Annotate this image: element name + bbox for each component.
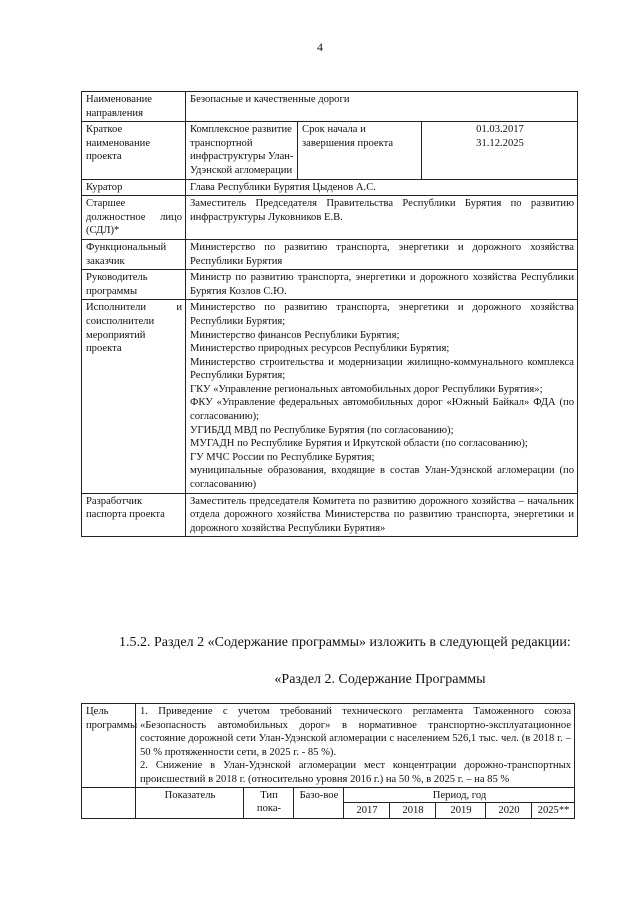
col-period: Период, год xyxy=(344,787,575,803)
table-row xyxy=(82,179,578,196)
table-row xyxy=(82,704,575,788)
head-value: Министр по развитию транспорта, энергетики и дорожного хозяйства Республики Бурятия Козлов С.Ю. xyxy=(186,270,578,300)
executors-label: Исполнители и соисполнители мероприятий проекта xyxy=(82,300,186,493)
sdl-value: Заместитель Председателя Правительства Республики Бурятия по развитию инфраструктуры Луковников Е.В. xyxy=(186,196,578,240)
table-row xyxy=(82,493,578,537)
list-item: ФКУ «Управление федеральных автомобильных дорог «Южный Байкал» ФДА (по согласованию); xyxy=(190,397,575,423)
customer-label: Функциональный заказчик xyxy=(82,239,186,269)
project-passport-table xyxy=(81,91,578,537)
executors-list xyxy=(186,300,578,493)
list-item: МУГАДН по Республике Бурятия и Иркутской области (по согласованию); xyxy=(190,438,528,450)
developer-label: Разработчик паспорта проекта xyxy=(82,493,186,537)
list-item: Министерство строительства и модернизации жилищно-коммунального комплекса Республики Бурятия; xyxy=(190,356,575,382)
curator-value: Глава Республики Бурятия Цыденов А.С. xyxy=(186,179,578,196)
goal-1: 1. Приведение с учетом требований технического регламента Таможенного союза «Безопасность автомобильных дорог» в нормативное транспортно-эксплуатационное состояние дорожной сети Улан-Удэнской агломерации с населением 526,1 тыс. чел. (в 2018 г. – 50 % протяженности сети, в 2025 г. - 85 %). xyxy=(140,706,572,758)
short-name-label: Краткое наименование проекта xyxy=(82,122,186,179)
list-item: муниципальные образования, входящие в состав Улан-Удэнской агломерации (по согласованию) xyxy=(190,465,575,491)
year-cell: 2025** xyxy=(532,803,575,819)
term-dates xyxy=(422,122,578,179)
year-cell: 2018 xyxy=(390,803,436,819)
head-label: Руководитель программы xyxy=(82,270,186,300)
term-label: Срок начала и завершения проекта xyxy=(298,122,422,179)
list-item: Министерство природных ресурсов Республики Бурятия; xyxy=(190,343,450,355)
amendment-paragraph: 1.5.2. Раздел 2 «Содержание программы» изложить в следующей редакции: xyxy=(119,635,571,650)
direction-value: Безопасные и качественные дороги xyxy=(186,92,578,122)
list-item: ГУ МЧС России по Республике Бурятия; xyxy=(190,451,375,463)
table-row xyxy=(82,300,578,493)
table-row xyxy=(82,196,578,240)
list-item: Министерство по развитию транспорта, энергетики и дорожного хозяйства Республики Бурятия; xyxy=(190,302,575,327)
sdl-label: Старшее должностное лицо (СДЛ)* xyxy=(82,196,186,240)
year-cell: 2019 xyxy=(436,803,486,819)
short-name-value: Комплексное развитие транспортной инфраструктуры Улан-Удэнской агломерации xyxy=(186,122,298,179)
col-indicator: Показатель xyxy=(136,787,244,818)
list-item: ГКУ «Управление региональных автомобильных дорог Республики Бурятия»; xyxy=(190,383,543,395)
table-row xyxy=(82,122,578,179)
year-cell: 2020 xyxy=(486,803,532,819)
goal-2: 2. Снижение в Улан-Удэнской агломерации мест концентрации дорожно-транспортных происшествий в 2018 г. (относительно уровня 2016 г.) на 50 %, в 2025 г. – на 85 % xyxy=(140,760,572,785)
direction-label: Наименование направления xyxy=(82,92,186,122)
page-number: 4 xyxy=(317,40,323,54)
list-item: Министерство финансов Республики Бурятия; xyxy=(190,329,400,341)
goal-text xyxy=(136,704,575,788)
term-start: 01.03.2017 xyxy=(476,124,524,136)
section-heading: «Раздел 2. Содержание Программы xyxy=(274,672,486,687)
customer-value: Министерство по развитию транспорта, энергетики и дорожного хозяйства Республики Бурятия xyxy=(186,239,578,269)
col-base: Базо-вое xyxy=(294,787,344,818)
table-row xyxy=(82,270,578,300)
table-row xyxy=(82,92,578,122)
term-end: 31.12.2025 xyxy=(476,137,524,149)
year-cell: 2017 xyxy=(344,803,390,819)
list-item: УГИБДД МВД по Республике Бурятия (по согласованию); xyxy=(190,424,454,436)
col-type: Тип пока- xyxy=(244,787,294,818)
table-row xyxy=(82,239,578,269)
empty-cell xyxy=(82,787,136,818)
curator-label: Куратор xyxy=(82,179,186,196)
program-goals-table xyxy=(81,703,575,819)
table-row xyxy=(82,787,575,803)
developer-value: Заместитель председателя Комитета по развитию дорожного хозяйства – начальник отдела дорожного хозяйства Министерства по развитию транспорта, энергетики и дорожного хозяйства Республики Бурятия» xyxy=(186,493,578,537)
goal-label: Цель программы xyxy=(82,704,136,788)
